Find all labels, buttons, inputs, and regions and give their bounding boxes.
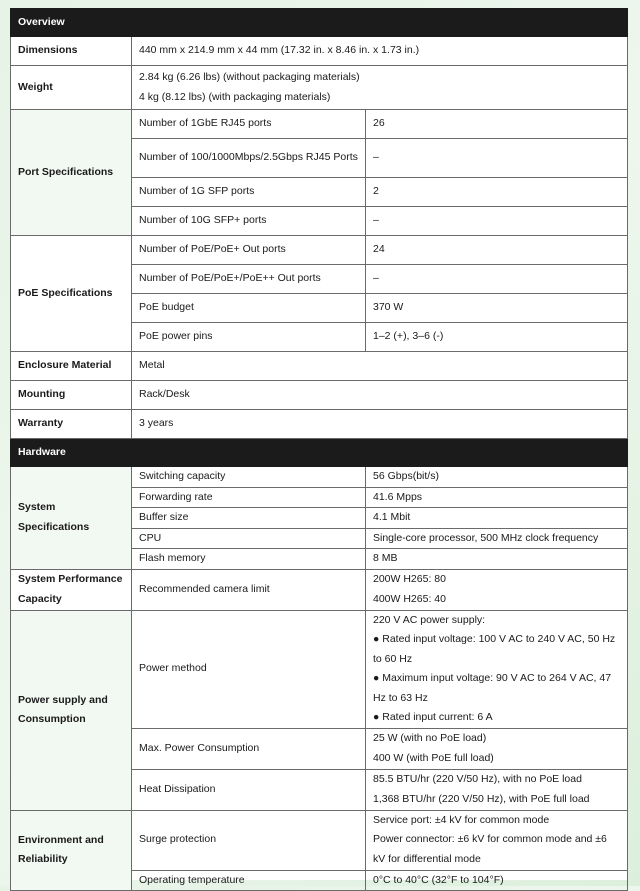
dimensions-value: 440 mm x 214.9 mm x 44 mm (17.32 in. x 8.46 in. x 1.73 in.) xyxy=(132,37,628,66)
hardware-title: Hardware xyxy=(11,439,628,467)
port-spec-row xyxy=(11,110,628,139)
poe-specs-label: PoE Specifications xyxy=(11,236,132,352)
spec-value xyxy=(366,769,628,810)
spec-sheet xyxy=(10,8,627,886)
value-line: ● Maximum input voltage: 90 V AC to 264 V AC, 47 xyxy=(373,672,612,684)
spec-name: PoE power pins xyxy=(132,323,366,352)
value-line: ● Rated input current: 6 A xyxy=(373,711,493,723)
spec-value: 4.1 Mbit xyxy=(366,508,628,529)
spec-name: Forwarding rate xyxy=(132,487,366,508)
label-line: Specifications xyxy=(18,520,90,533)
label-line: Reliability xyxy=(18,853,68,866)
spec-name: CPU xyxy=(132,528,366,549)
spec-value: 24 xyxy=(366,236,628,265)
enclosure-row xyxy=(11,352,628,381)
spec-value xyxy=(366,569,628,610)
value-line: 400 W (with PoE full load) xyxy=(373,751,494,764)
value-line: Power connector: ±6 kV for common mode and ±6 xyxy=(373,833,607,846)
enclosure-label: Enclosure Material xyxy=(11,352,132,381)
spec-value xyxy=(366,728,628,769)
spec-value: 56 Gbps(bit/s) xyxy=(366,467,628,488)
value-line: kV for differential mode xyxy=(373,852,481,865)
spec-name: Number of 10G SFP+ ports xyxy=(132,207,366,236)
weight-row xyxy=(11,66,628,110)
spec-name: Recommended camera limit xyxy=(132,569,366,610)
performance-label xyxy=(11,569,132,610)
label-line: Capacity xyxy=(18,592,62,605)
warranty-row xyxy=(11,410,628,439)
spec-name: Switching capacity xyxy=(132,467,366,488)
hardware-header-row xyxy=(11,439,628,467)
value-line: 220 V AC power supply: xyxy=(373,613,486,626)
spec-name: Max. Power Consumption xyxy=(132,728,366,769)
warranty-value: 3 years xyxy=(132,410,628,439)
spec-value: – xyxy=(366,265,628,294)
environment-label xyxy=(11,810,132,891)
value-line: Hz to 63 Hz xyxy=(373,691,428,704)
performance-row xyxy=(11,569,628,610)
value-line: to 60 Hz xyxy=(373,652,413,665)
label-line: System xyxy=(18,501,56,514)
spec-name: Flash memory xyxy=(132,549,366,570)
spec-value: 8 MB xyxy=(366,549,628,570)
label-line: Power supply and xyxy=(18,693,108,706)
value-line: 1,368 BTU/hr (220 V/50 Hz), with PoE full load xyxy=(373,792,590,805)
value-line: ● Rated input voltage: 100 V AC to 240 V AC, 50 Hz xyxy=(373,633,616,645)
surge-row xyxy=(11,810,628,870)
spec-value: 1–2 (+), 3–6 (-) xyxy=(366,323,628,352)
mounting-row xyxy=(11,381,628,410)
spec-name: Number of 100/1000Mbps/2.5Gbps RJ45 Ports xyxy=(132,139,366,178)
dimensions-row xyxy=(11,37,628,66)
enclosure-value: Metal xyxy=(132,352,628,381)
spec-value xyxy=(366,610,628,728)
spec-name: Power method xyxy=(132,610,366,728)
spec-value: – xyxy=(366,139,628,178)
spec-value xyxy=(366,810,628,870)
spec-table xyxy=(10,8,628,891)
spec-value: 0°C to 40°C (32°F to 104°F) xyxy=(366,870,628,891)
value-line: 200W H265: 80 xyxy=(373,573,446,585)
weight-line: 4 kg (8.12 lbs) (with packaging materials) xyxy=(139,90,331,103)
overview-title: Overview xyxy=(11,9,628,37)
spec-name: Surge protection xyxy=(132,810,366,870)
label-line: Consumption xyxy=(18,713,86,725)
spec-name: Number of 1G SFP ports xyxy=(132,178,366,207)
spec-name: Operating temperature xyxy=(132,870,366,891)
warranty-label: Warranty xyxy=(11,410,132,439)
spec-name: Number of 1GbE RJ45 ports xyxy=(132,110,366,139)
port-specs-label: Port Specifications xyxy=(11,110,132,236)
spec-name: Number of PoE/PoE+ Out ports xyxy=(132,236,366,265)
spec-value: Single-core processor, 500 MHz clock frequency xyxy=(366,528,628,549)
spec-name: Buffer size xyxy=(132,508,366,529)
value-line: Service port: ±4 kV for common mode xyxy=(373,813,550,826)
power-label xyxy=(11,610,132,810)
spec-value: 26 xyxy=(366,110,628,139)
spec-value: 370 W xyxy=(366,294,628,323)
weight-label: Weight xyxy=(11,66,132,110)
system-spec-row xyxy=(11,467,628,488)
spec-value: 2 xyxy=(366,178,628,207)
spec-name: Heat Dissipation xyxy=(132,769,366,810)
label-line: Environment and xyxy=(18,833,104,846)
power-method-row xyxy=(11,610,628,728)
system-specs-label xyxy=(11,467,132,570)
value-line: 85.5 BTU/hr (220 V/50 Hz), with no PoE load xyxy=(373,773,582,785)
weight-value xyxy=(132,66,628,110)
label-line: System Performance xyxy=(18,573,123,585)
weight-line: 2.84 kg (6.26 lbs) (without packaging materials) xyxy=(139,71,360,83)
overview-header-row xyxy=(11,9,628,37)
poe-spec-row xyxy=(11,236,628,265)
value-line: 25 W (with no PoE load) xyxy=(373,732,487,744)
spec-name: Number of PoE/PoE+/PoE++ Out ports xyxy=(132,265,366,294)
dimensions-label: Dimensions xyxy=(11,37,132,66)
spec-value: – xyxy=(366,207,628,236)
value-line: 400W H265: 40 xyxy=(373,592,446,605)
spec-name: PoE budget xyxy=(132,294,366,323)
mounting-value: Rack/Desk xyxy=(132,381,628,410)
spec-value: 41.6 Mpps xyxy=(366,487,628,508)
mounting-label: Mounting xyxy=(11,381,132,410)
